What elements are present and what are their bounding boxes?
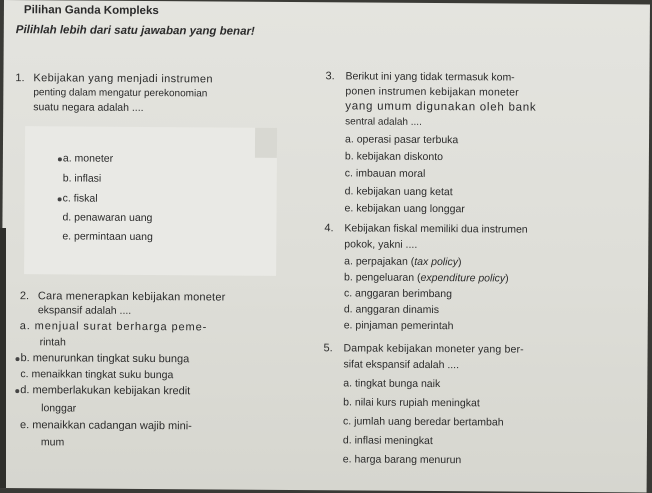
- instruction: Pilihlah lebih dari satu jawaban yang benar!: [16, 24, 255, 39]
- option-b: b. menurunkan tingkat suku bunga: [20, 352, 189, 366]
- question-text-line: Kebijakan yang menjadi instrumen: [33, 72, 212, 86]
- option-e-cont: mum: [41, 436, 64, 449]
- question-number: 1.: [15, 72, 24, 85]
- option-term: expenditure policy: [421, 272, 506, 285]
- option-e: e. pinjaman pemerintah: [344, 319, 454, 333]
- option-b: b. inflasi: [63, 172, 102, 185]
- question-number: 4.: [324, 222, 333, 235]
- question-text-line: ekspansif adalah ....: [38, 304, 131, 318]
- option-term: tax policy: [414, 256, 458, 268]
- answer-mark: [58, 157, 62, 161]
- option-b: b. kebijakan diskonto: [345, 150, 443, 164]
- option-d: d. inflasi meningkat: [343, 434, 433, 448]
- option-e: e. kebijakan uang longgar: [345, 202, 465, 216]
- box-corner: [255, 128, 277, 158]
- option-e: e. permintaan uang: [62, 230, 153, 244]
- option-c: c. jumlah uang beredar bertambah: [343, 415, 504, 429]
- option-c: c. menaikkan tingkat suku bunga: [20, 368, 173, 382]
- option-b: [344, 271, 509, 285]
- question-text-line: ponen instrumen kebijakan moneter: [345, 85, 519, 99]
- question-text-line: sentral adalah ....: [345, 115, 422, 129]
- option-label: a. perpajakan (: [344, 255, 414, 267]
- question-text-line: pokok, yakni ....: [344, 238, 417, 252]
- question-text-line: suatu negara adalah ....: [33, 101, 143, 115]
- option-a: a. menjual surat berharga peme-: [20, 320, 208, 334]
- section-title: Pilihan Ganda Kompleks: [24, 4, 159, 18]
- option-d: d. kebijakan uang ketat: [345, 185, 453, 199]
- question-text-line: Dampak kebijakan moneter yang ber-: [344, 342, 524, 356]
- option-label: b. pengeluaran (: [344, 271, 421, 284]
- option-c: c. imbauan moral: [345, 167, 426, 181]
- question-text-line: penting dalam mengatur perekonomian: [33, 86, 207, 100]
- option-b: b. nilai kurs rupiah meningkat: [343, 396, 480, 410]
- option-a: [344, 255, 461, 269]
- question-text-line: yang umum digunakan oleh bank: [345, 100, 536, 114]
- question-number: 3.: [325, 70, 334, 83]
- option-d: d. anggaran dinamis: [344, 303, 439, 317]
- option-d: d. memberlakukan kebijakan kredit: [20, 384, 190, 398]
- option-c: c. anggaran berimbang: [344, 287, 452, 301]
- answer-mark: [15, 389, 19, 393]
- option-c: c. fiskal: [63, 192, 98, 205]
- option-a: a. moneter: [63, 152, 113, 165]
- question-text-line: Berikut ini yang tidak termasuk kom-: [345, 70, 514, 84]
- page-shadow-edge: [0, 228, 6, 488]
- option-close: ): [505, 273, 509, 285]
- option-e: e. menaikkan cadangan wajib mini-: [20, 419, 192, 433]
- option-d: d. penawaran uang: [62, 211, 152, 225]
- option-d-cont: longgar: [41, 402, 76, 415]
- question-text-line: sifat ekspansif adalah ....: [343, 358, 459, 372]
- answer-mark: [58, 197, 62, 201]
- option-e: e. harga barang menurun: [343, 453, 462, 467]
- option-a: a. operasi pasar terbuka: [345, 133, 458, 147]
- question-text-line: Cara menerapkan kebijakan moneter: [38, 290, 226, 304]
- option-a-cont: rintah: [40, 336, 66, 349]
- question-number: 2.: [20, 290, 29, 303]
- worksheet-page: [1, 0, 650, 492]
- answer-mark: [15, 357, 19, 361]
- option-a: a. tingkat bunga naik: [343, 377, 440, 391]
- question-number: 5.: [324, 342, 333, 355]
- question-text-line: Kebijakan fiskal memiliki dua instrumen: [344, 222, 527, 236]
- option-close: ): [458, 256, 462, 268]
